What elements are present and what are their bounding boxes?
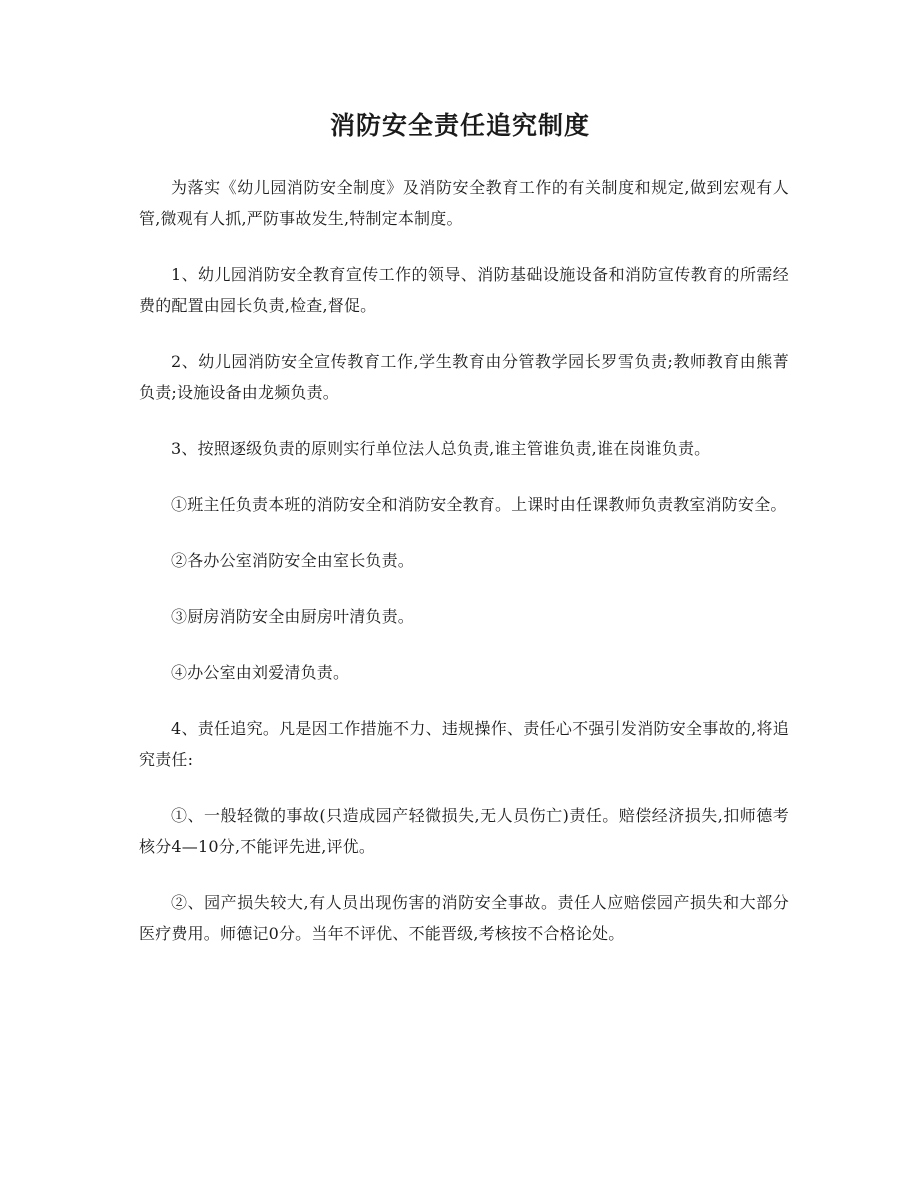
- clause-3-item-1: ①班主任负责本班的消防安全和消防安全教育。上课时由任课教师负责教室消防安全。: [171, 495, 787, 514]
- clause-3-paragraph: 3、按照逐级负责的原则实行单位法人总负责,谁主管谁负责,谁在岗谁负责。: [171, 439, 711, 458]
- clause-3-item-3: ③厨房消防安全由厨房叶清负责。: [171, 607, 415, 626]
- clause-3-item-4: ④办公室由刘爱清负责。: [171, 663, 350, 682]
- document-title: 消防安全责任追究制度: [329, 111, 590, 140]
- clause-4-item-2: ②、园产损失较大,有人员出现伤害的消防安全事故。责任人应赔偿园产损失和大部分医疗费用。师德记0分。当年不评优、不能晋级,考核按不合格论处。: [139, 893, 789, 943]
- intro-paragraph: 为落实《幼儿园消防安全制度》及消防安全教育工作的有关制度和规定,做到宏观有人管,微观有人抓,严防事故发生,特制定本制度。: [139, 178, 789, 228]
- clause-1-paragraph: 1、幼儿园消防安全教育宣传工作的领导、消防基础设施设备和消防宣传教育的所需经费的配置由园长负责,检查,督促。: [139, 265, 789, 315]
- clause-3-item-2: ②各办公室消防安全由室长负责。: [171, 551, 415, 570]
- clause-2-paragraph: 2、幼儿园消防安全宣传教育工作,学生教育由分管教学园长罗雪负责;教师教育由熊菁负责;设施设备由龙频负责。: [139, 352, 789, 402]
- document-body: [139, 172, 789, 974]
- clause-4-item-1: ①、一般轻微的事故(只造成园产轻微损失,无人员伤亡)责任。赔偿经济损失,扣师德考核分4—10分,不能评先进,评优。: [139, 806, 789, 856]
- clause-4-paragraph: 4、责任追究。凡是因工作措施不力、违规操作、责任心不强引发消防安全事故的,将追究责任:: [139, 719, 789, 769]
